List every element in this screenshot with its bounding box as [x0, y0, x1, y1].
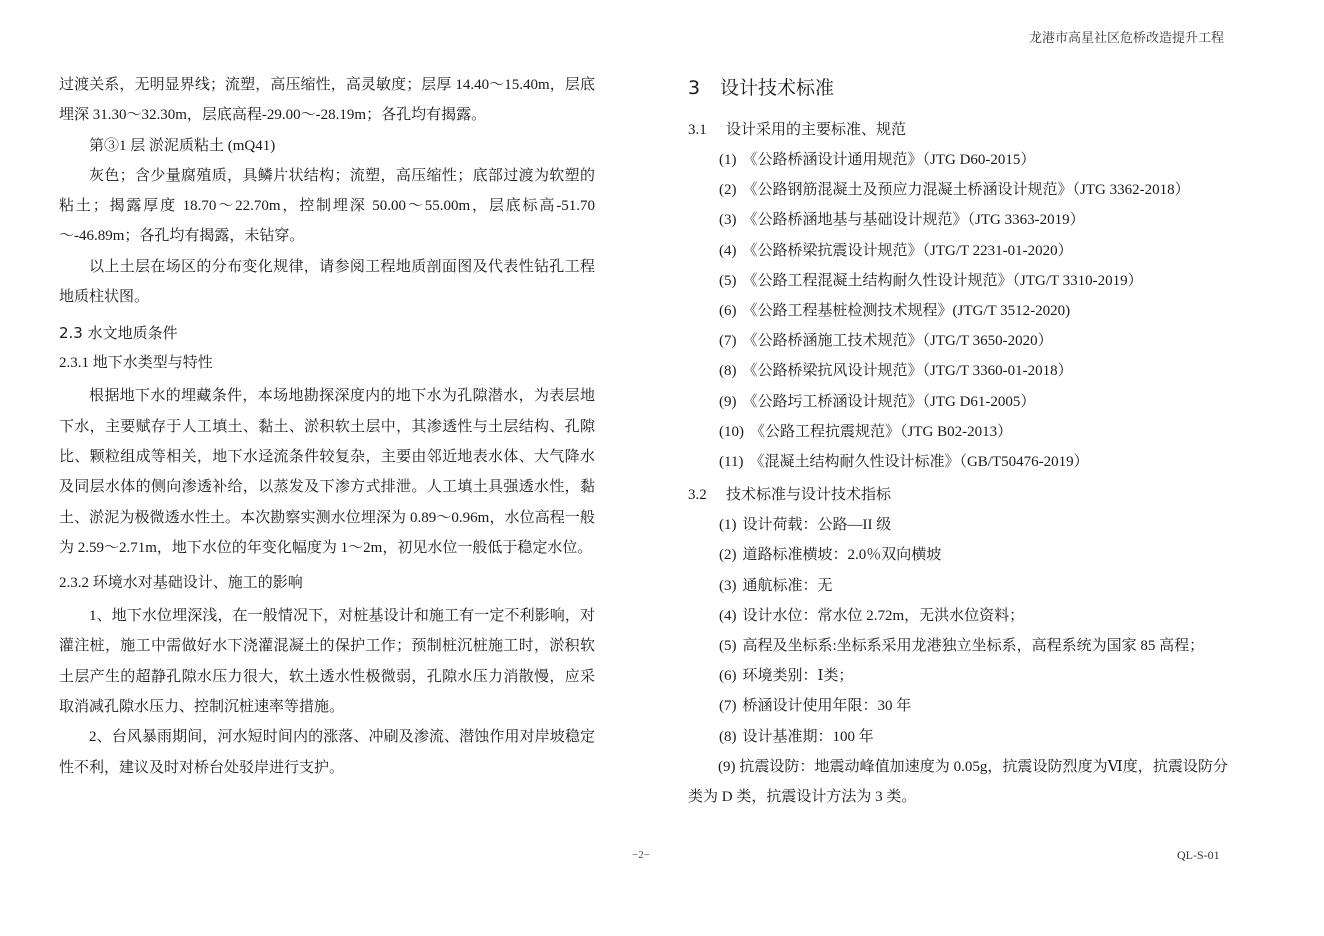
item-text: 道路标准横坡：2.0％双向横坡: [742, 547, 942, 564]
section-number: 3.1: [688, 122, 707, 138]
section-heading-2-3: 2.3 水文地质条件: [59, 324, 178, 343]
item-number: (4): [719, 607, 737, 624]
list-item: [688, 631, 1228, 661]
item-text: 《公路工程抗震规范》（JTG B02-2013）: [750, 423, 1013, 440]
item-text: 桥涵设计使用年限：30 年: [742, 698, 912, 715]
section-heading-2-3-2: 2.3.2 环境水对基础设计、施工的影响: [59, 575, 303, 592]
item-number: (8): [719, 363, 737, 380]
item-number: (3): [719, 212, 737, 229]
item-text: 设计荷载：公路—II 级: [742, 517, 892, 534]
item-number: (7): [719, 698, 737, 715]
chapter-title: 设计技术标准: [720, 77, 835, 99]
item-number: (5): [719, 272, 737, 289]
paragraph: 过渡关系，无明显界线；流塑，高压缩性，高灵敏度；层厚 14.40～15.40m，层底埋深 31.30～32.30m，层底高程-29.00～-28.19m；各孔均有揭露。: [59, 77, 595, 124]
item-text: 《混凝土结构耐久性设计标准》（GB/T50476-2019）: [749, 454, 1089, 471]
item-text: 《公路工程混凝土结构耐久性设计规范》（JTG/T 3310-2019）: [742, 272, 1143, 289]
list-item: [688, 722, 1228, 752]
item-text: 设计基准期：100 年: [742, 728, 874, 745]
indicators-list: [688, 510, 1228, 752]
item-number: (6): [719, 303, 737, 320]
item-text: 《公路工程基桩检测技术规程》(JTG/T 3512-2020): [742, 303, 1071, 320]
list-item: [688, 145, 1228, 175]
item-number: (6): [719, 668, 737, 685]
list-item: [688, 691, 1228, 721]
list-item: [688, 417, 1228, 447]
item-text: 通航标准：无: [742, 577, 833, 594]
item-number: (7): [719, 333, 737, 350]
item-number: (11): [719, 454, 744, 471]
item-text: 高程及坐标系:坐标系采用龙港独立坐标系，高程系统为国家 85 高程；: [742, 638, 1205, 655]
document-code: QL-S-01: [1177, 848, 1220, 862]
left-column: [59, 70, 595, 783]
item-number: (3): [719, 577, 737, 594]
list-item: [688, 175, 1228, 205]
chapter-number: 3: [688, 77, 701, 99]
item-number: (2): [719, 182, 737, 199]
item-number: (2): [719, 547, 737, 564]
item-text: 《公路桥涵地基与基础设计规范》（JTG 3363-2019）: [742, 212, 1085, 229]
item-text: 《公路桥涵设计通用规范》（JTG D60-2015）: [742, 152, 1036, 168]
item-number: (1): [719, 152, 737, 168]
list-item: [688, 540, 1228, 570]
section-heading-2-3-1: 2.3.1 地下水类型与特性: [59, 355, 213, 372]
list-item: [688, 571, 1228, 601]
item-text: 《公路圬工桥涵设计规范》（JTG D61-2005）: [742, 393, 1036, 410]
paragraph: 以上土层在场区的分布变化规律，请参阅工程地质剖面图及代表性钻孔工程地质柱状图。: [59, 258, 595, 306]
section-number: 3.2: [688, 487, 707, 504]
right-column: [688, 70, 1228, 812]
chapter-heading: [688, 74, 1228, 102]
item-number: (9): [719, 393, 737, 410]
section-title: 设计采用的主要标准、规范: [726, 120, 907, 138]
paragraph: 2、台风暴雨期间，河水短时间内的涨落、冲刷及渗流、潜蚀作用对岸坡稳定性不利，建议及时对桥台处驳岸进行支护。: [59, 729, 595, 776]
list-item: [688, 356, 1228, 386]
list-item: [688, 661, 1228, 691]
section-heading-3-2: [688, 481, 1228, 508]
section-heading-3-1: [688, 116, 1228, 143]
item-number: (1): [719, 517, 737, 534]
item-text: 环境类别：Ⅰ类；: [742, 668, 854, 685]
item-number: (8): [719, 728, 737, 745]
item-number: (4): [719, 242, 737, 259]
item-text: 《公路钢筋混凝土及预应力混凝土桥涵设计规范》（JTG 3362-2018）: [742, 182, 1190, 199]
paragraph: 灰色；含少量腐殖质，具鳞片状结构；流塑，高压缩性；底部过渡为软塑的粘土；揭露厚度 18.70～22.70m，控制埋深 50.00～55.00m，层底标高-51.70～-46.89m；各孔均有揭露，未钻穿。: [59, 167, 595, 245]
list-item: [688, 205, 1228, 235]
item-number: (10): [719, 423, 744, 440]
list-item: [688, 236, 1228, 266]
item-number: (5): [719, 638, 737, 655]
item-text: 《公路桥梁抗风设计规范》（JTG/T 3360-01-2018）: [742, 363, 1073, 380]
paragraph: 根据地下水的埋藏条件，本场地勘探深度内的地下水为孔隙潜水，为表层地下水，主要赋存于人工填土、黏土、淤积软土层中，其渗透性与土层结构、孔隙比、颗粒组成等相关，地下水迳流条件较复杂，主要由邻近地表水体、大气降水及同层水体的侧向渗透补给，以蒸发及下渗方式排泄。人工填土具强透水性，黏土、淤泥为极微透水性土。本次勘察实测水位埋深为 0.89～0.96m，水位高程一般为 2.59～2.71m，地下水位的年变化幅度为 1～2m，初见水位一般低于稳定水位。: [59, 388, 595, 556]
item-text: 设计水位：常水位 2.72m，无洪水位资料；: [742, 607, 1025, 624]
indicator-9-paragraph: (9) 抗震设防：地震动峰值加速度为 0.05g，抗震设防烈度为Ⅵ度，抗震设防分类为 D 类，抗震设计方法为 3 类。: [688, 758, 1228, 806]
list-item: [688, 447, 1228, 477]
item-text: 《公路桥涵施工技术规范》（JTG/T 3650-2020）: [742, 333, 1053, 350]
list-item: [688, 296, 1228, 326]
list-item: [688, 266, 1228, 296]
list-item: [688, 601, 1228, 631]
list-item: [688, 387, 1228, 417]
layer-title: 第③1 层 淤泥质粘土 (mQ41): [89, 137, 276, 154]
standards-list: [688, 145, 1228, 477]
list-item: [688, 326, 1228, 356]
paragraph: 1、地下水位埋深浅，在一般情况下，对桩基设计和施工有一定不利影响，对灌注桩，施工中需做好水下浇灌混凝土的保护工作；预制桩沉桩施工时，淤积软土层产生的超静孔隙水压力很大，软土透水性极微弱，孔隙水压力消散慢，应采取消减孔隙水压力、控制沉桩速率等措施。: [59, 608, 595, 716]
page-number: −2−: [632, 849, 650, 861]
list-item: [688, 510, 1228, 540]
item-text: 《公路桥梁抗震设计规范》（JTG/T 2231-01-2020）: [742, 242, 1073, 259]
page-header: 龙港市高星社区危桥改造提升工程: [1028, 30, 1224, 45]
section-title: 技术标准与设计技术指标: [726, 485, 892, 504]
